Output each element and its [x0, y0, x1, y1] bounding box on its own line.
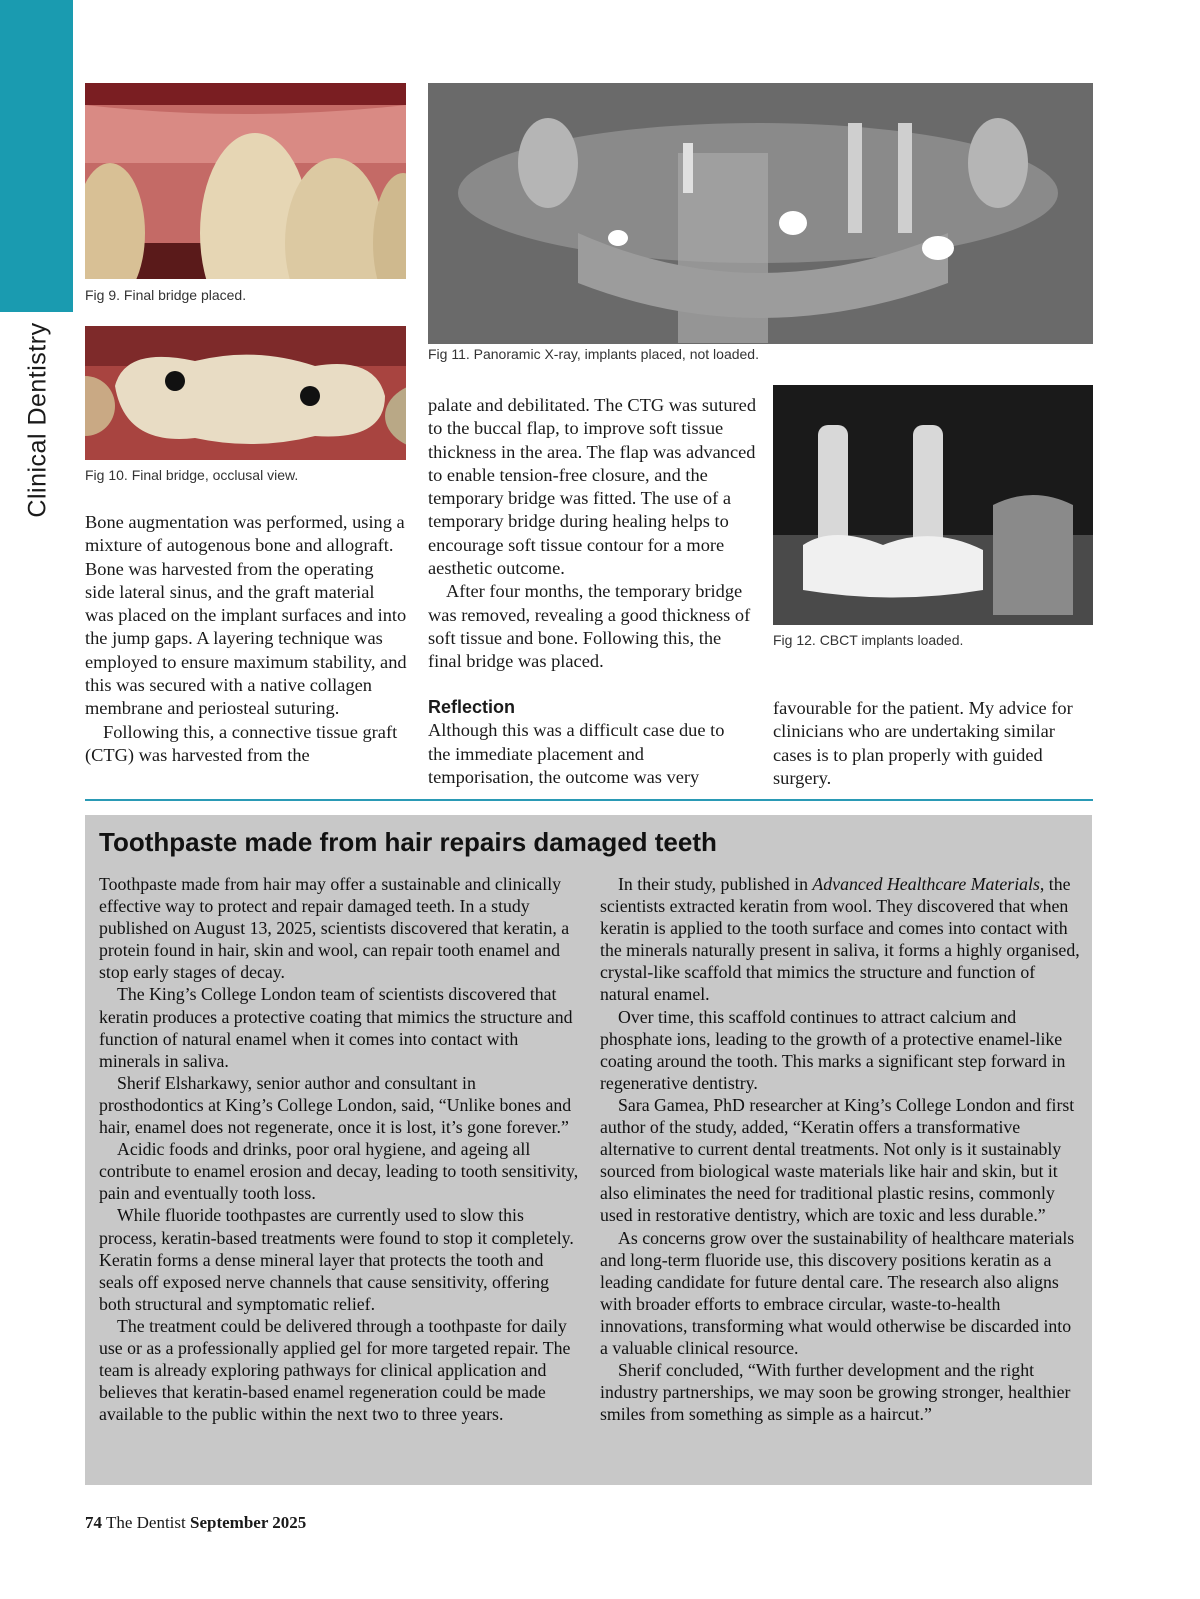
- fig12-cbct: [773, 385, 1093, 625]
- article-column-2: [428, 394, 758, 674]
- news-paragraph: Acidic foods and drinks, poor oral hygiene, and ageing all contribute to enamel erosion and decay, leading to tooth sensitivity, pain and eventually tooth loss.: [99, 1139, 579, 1204]
- fig9-photo: [85, 83, 406, 279]
- news-paragraph: While fluoride toothpastes are currently used to slow this process, keratin-based treatments were found to stop it completely. Keratin forms a dense mineral layer that protects the tooth and seals off exposed nerve channels that cause sensitivity, offering both structural and symptomatic relief.: [99, 1205, 574, 1314]
- news-box-title: Toothpaste made from hair repairs damaged teeth: [99, 827, 717, 857]
- section-divider: [85, 799, 1093, 801]
- article-paragraph: Bone augmentation was performed, using a mixture of autogenous bone and allograft. Bone was harvested from the operating side lateral sinus, and the graft material was placed on the implant surfaces and into the jump gaps. A layering technique was employed to ensure maximum stability, and this was secured with a native collagen membrane and periosteal suturing.: [85, 512, 407, 719]
- reflection-text: Although this was a difficult case due to the immediate placement and temporisation, the outcome was very: [428, 720, 725, 787]
- fig10-photo: [85, 326, 406, 460]
- fig10-caption: Fig 10. Final bridge, occlusal view.: [85, 467, 299, 483]
- section-label: Clinical Dentistry: [23, 322, 52, 518]
- reflection-heading: Reflection: [428, 697, 516, 717]
- fig12-caption: Fig 12. CBCT implants loaded.: [773, 632, 964, 648]
- issue-date: September 2025: [190, 1513, 307, 1532]
- article-column-3: [773, 697, 1095, 790]
- news-paragraph: As concerns grow over the sustainability of healthcare materials and long-term fluoride use, this discovery positions keratin as a leading candidate for future dental care. The research also aligns with broader efforts to embrace circular, waste-to-health innovations, transforming what would otherwise be discarded into a valuable clinical resource.: [600, 1227, 1075, 1358]
- news-box-right-column: [600, 873, 1080, 1425]
- news-paragraph: The King’s College London team of scientists discovered that keratin produces a protective coating that mimics the structure and function of natural enamel when it comes into contact with minerals in saliva.: [99, 984, 573, 1071]
- article-paragraph: Following this, a connective tissue graft (CTG) was harvested from the: [85, 721, 398, 765]
- news-text: , the scientists extracted keratin from wool. They discovered that when keratin is applied to the tooth surface and comes into contact with the minerals naturally present in saliva, it forms a highly organised, crystal-like scaffold that mimics the structure and function of natural enamel.: [600, 874, 1080, 1005]
- section-color-bar: [0, 0, 73, 312]
- news-box: [85, 815, 1092, 1485]
- news-paragraph: Sara Gamea, PhD researcher at King’s College London and first author of the study, added, “Keratin offers a transformative alternative to current dental treatments. Not only is it sustainably sourced from biological waste materials like hair and skin, but it also eliminates the need for traditional plastic resins, commonly used in restorative dentistry, which are toxic and less durable.”: [600, 1094, 1075, 1226]
- journal-name: Advanced Healthcare Materials: [812, 874, 1040, 894]
- page-number: 74: [85, 1513, 102, 1532]
- news-paragraph: Toothpaste made from hair may offer a sustainable and clinically effective way to protect and repair damaged teeth. In a study published on August 13, 2025, scientists discovered that keratin, a protein found in hair, skin and wool, can repair tooth enamel and stop early stages of decay.: [99, 874, 570, 983]
- publication-name: The Dentist: [105, 1513, 186, 1532]
- article-paragraph: palate and debilitated. The CTG was sutured to the buccal flap, to improve soft tissue thickness in the area. The flap was advanced to enable tension-free closure, and the temporary bridge was fitted. The use of a temporary bridge during healing helps to encourage soft tissue contour for a more aesthetic outcome.: [428, 395, 757, 579]
- fig11-caption: Fig 11. Panoramic X-ray, implants placed, not loaded.: [428, 346, 759, 362]
- fig11-xray: [428, 83, 1093, 344]
- news-paragraph: The treatment could be delivered through a toothpaste for daily use or as a professionally applied gel for more targeted repair. The team is already exploring pathways for clinical application and believes that keratin-based enamel regeneration could be made available to the public within the next two to three years.: [99, 1315, 571, 1425]
- fig9-caption: Fig 9. Final bridge placed.: [85, 287, 247, 303]
- reflection-section: [428, 696, 728, 789]
- news-paragraph: [600, 873, 1080, 1006]
- news-paragraph: Sherif Elsharkawy, senior author and consultant in prosthodontics at King’s College London, said, “Unlike bones and hair, enamel does not regenerate, once it is lost, it’s gone forever.”: [99, 1072, 572, 1138]
- news-text: In their study, published in: [618, 874, 813, 894]
- news-paragraph: Sherif concluded, “With further development and the right industry partnerships, we may soon be growing stronger, healthier smiles from something as simple as a haircut.”: [600, 1360, 1071, 1425]
- article-column-1: [85, 511, 407, 767]
- page-footer: [85, 1513, 306, 1533]
- article-paragraph: After four months, the temporary bridge was removed, revealing a good thickness of soft tissue and bone. Following this, the final bridge was placed.: [428, 581, 751, 672]
- news-paragraph: Over time, this scaffold continues to attract calcium and phosphate ions, leading to the growth of a protective enamel-like coating around the tooth. This marks a significant step forward in regenerative dentistry.: [600, 1006, 1066, 1093]
- news-box-left-column: [99, 873, 579, 1425]
- article-paragraph: favourable for the patient. My advice for clinicians who are undertaking similar cases is to plan properly with guided surgery.: [773, 698, 1073, 788]
